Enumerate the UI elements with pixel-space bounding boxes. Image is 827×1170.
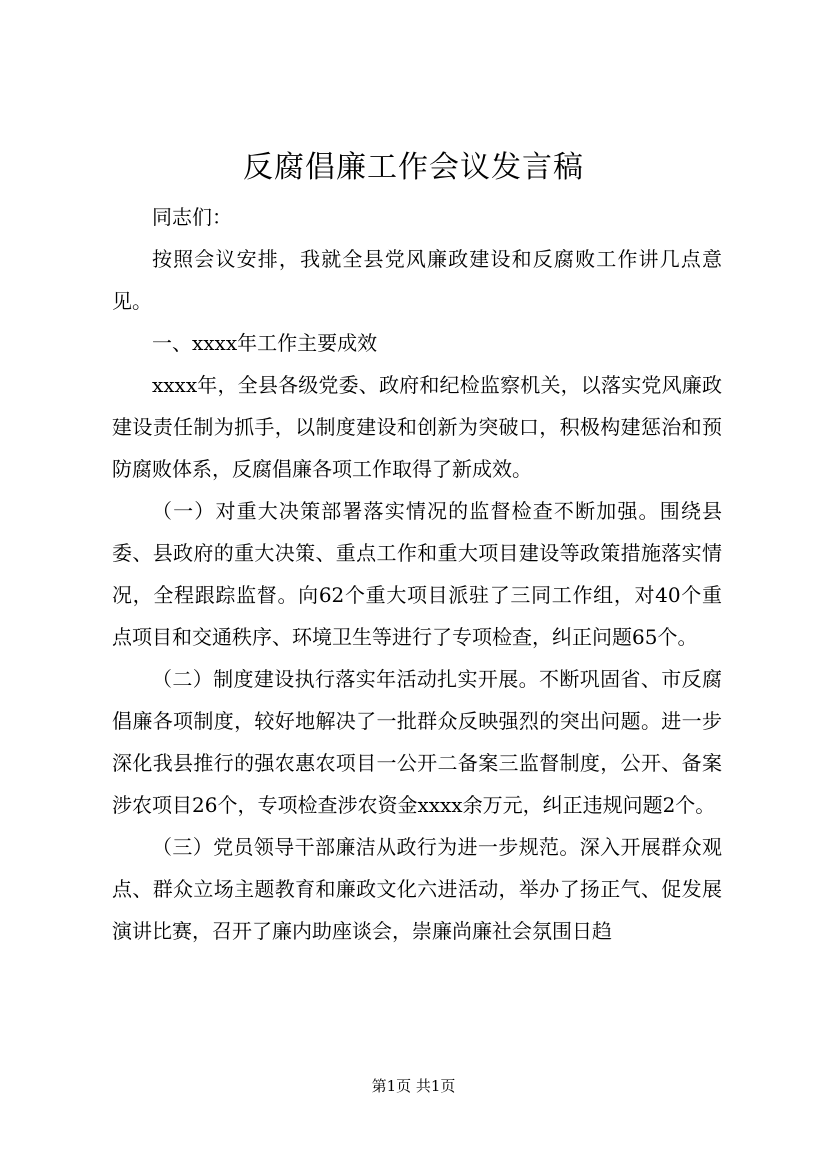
item-paragraph-2: （二）制度建设执行落实年活动扎实开展。不断巩固省、市反腐倡廉各项制度，较好地解决了一批群众反映强烈的突出问题。进一步深化我县推行的强农惠农项目一公开二备案三监督制度，公开、备案涉农项目26个，专项检查涉农资金xxxx余万元，纠正违规问题2个。: [112, 667, 722, 817]
summary-paragraph: xxxx年，全县各级党委、政府和纪检监察机关，以落实党风廉政建设责任制为抓手，以制度建设和创新为突破口，积极构建惩治和预防腐败体系，反腐倡廉各项工作取得了新成效。: [112, 373, 722, 481]
document-title: 反腐倡廉工作会议发言稿: [243, 150, 584, 185]
intro-paragraph: 按照会议安排，我就全县党风廉政建设和反腐败工作讲几点意见。: [112, 247, 722, 313]
section-heading-1: 一、xxxx年工作主要成效: [152, 331, 378, 355]
item-paragraph-3: （三）党员领导干部廉洁从政行为进一步规范。深入开展群众观点、群众立场主题教育和廉政文化六进活动，举办了扬正气、促发展演讲比赛，召开了廉内助座谈会，崇廉尚廉社会氛围日趋: [112, 835, 722, 943]
salutation-paragraph: 同志们：: [152, 205, 232, 229]
page-footer: 第1页 共1页: [371, 1077, 456, 1095]
document-body: [112, 196, 722, 952]
item-paragraph-1: （一）对重大决策部署落实情况的监督检查不断加强。围绕县委、县政府的重大决策、重点工作和重大项目建设等政策措施落实情况，全程跟踪监督。向62个重大项目派驻了三同工作组，对40个重点项目和交通秩序、环境卫生等进行了专项检查，纠正问题65个。: [112, 499, 722, 649]
